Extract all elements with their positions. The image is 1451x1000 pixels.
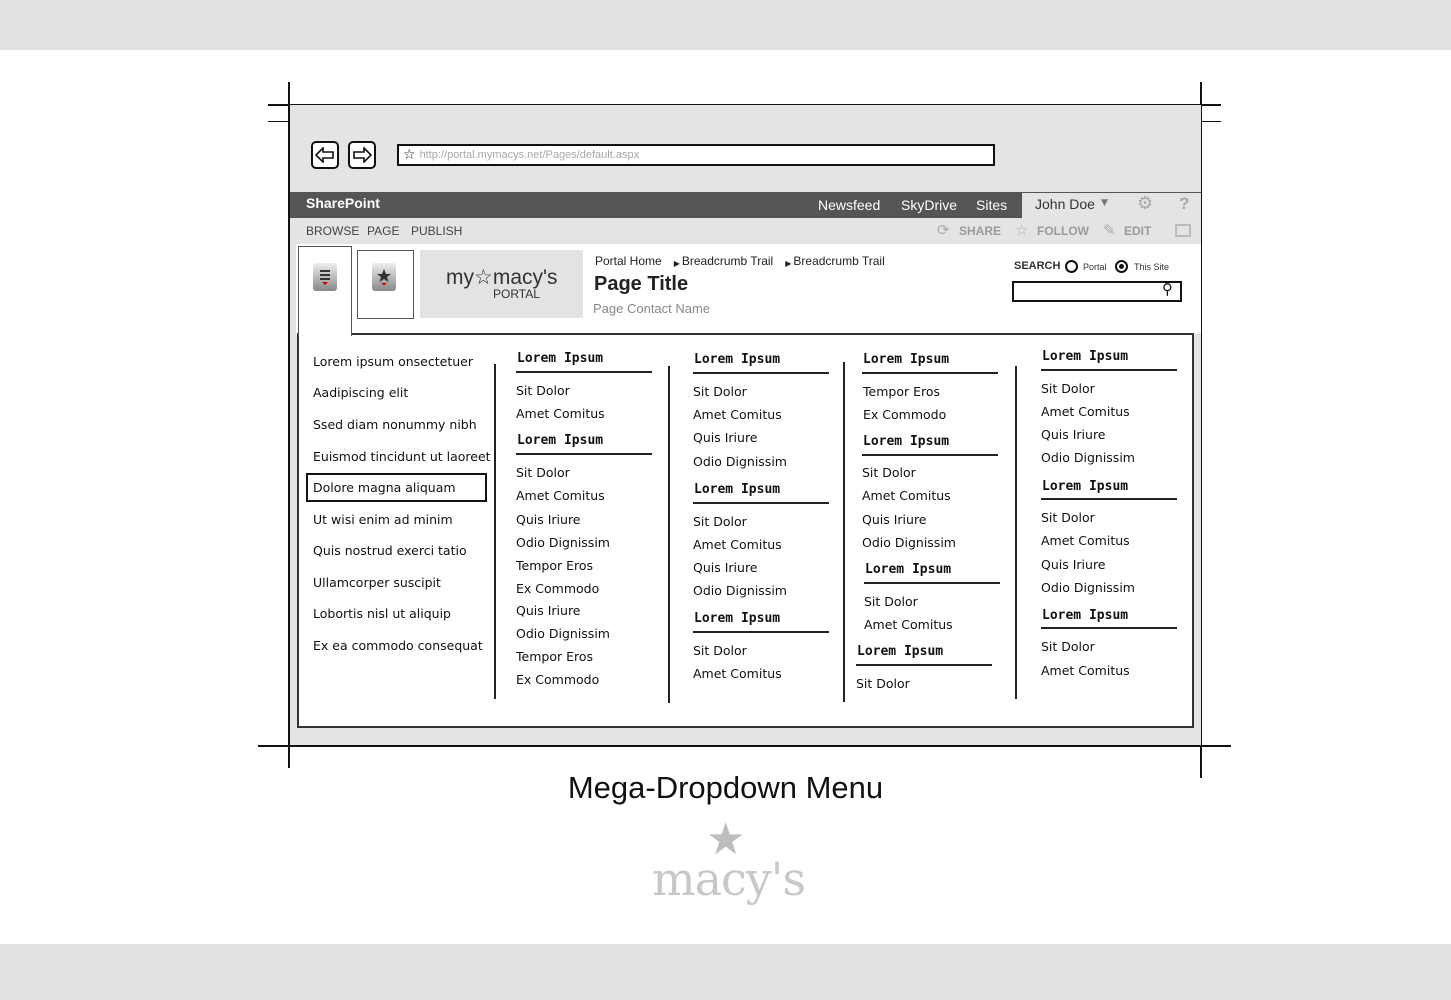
top-band	[0, 0, 1451, 50]
menu-link[interactable]: Tempor Eros	[516, 558, 593, 573]
menu-group-heading[interactable]: Lorem Ipsum	[863, 434, 950, 449]
menu-link[interactable]: Sit Dolor	[1041, 639, 1095, 654]
menu-link[interactable]: Amet Comitus	[516, 488, 605, 503]
breadcrumb-trail-2[interactable]: Breadcrumb Trail	[793, 254, 885, 268]
menu-group-heading[interactable]: Lorem Ipsum	[1042, 608, 1129, 623]
heading-rule	[516, 453, 652, 455]
left-menu-item[interactable]: Ex ea commodo consequat	[313, 638, 483, 653]
ribbon-tab-page[interactable]: PAGE	[367, 224, 400, 238]
menu-group-heading[interactable]: Lorem Ipsum	[857, 644, 944, 659]
search-scope-portal-radio[interactable]	[1065, 260, 1078, 273]
chevron-right-icon: ▶	[673, 259, 680, 268]
menu-link[interactable]: Amet Comitus	[693, 537, 782, 552]
menu-group-heading[interactable]: Lorem Ipsum	[865, 562, 952, 577]
menu-group-heading[interactable]: Lorem Ipsum	[694, 611, 781, 626]
suite-link-newsfeed[interactable]: Newsfeed	[818, 197, 881, 213]
left-menu-item[interactable]: Lorem ipsum onsectetuer	[313, 354, 473, 369]
back-arrow-icon	[315, 147, 335, 163]
menu-link[interactable]: Quis Iriure	[516, 603, 581, 618]
frame-line	[258, 745, 1231, 747]
search-scope-site-radio[interactable]	[1115, 260, 1128, 273]
search-scope-portal-label: Portal	[1083, 262, 1107, 272]
sharepoint-brand[interactable]: SharePoint	[306, 195, 380, 211]
left-menu-item-selected[interactable]: Dolore magna aliquam	[313, 480, 456, 495]
forward-arrow-icon	[352, 147, 372, 163]
search-input[interactable]	[1012, 281, 1182, 302]
bookmark-star-icon[interactable]: ☆	[403, 147, 416, 163]
menu-link[interactable]: Amet Comitus	[693, 407, 782, 422]
left-menu-item[interactable]: Lobortis nisl ut aliquip	[313, 606, 451, 621]
menu-link[interactable]: Quis Iriure	[693, 430, 758, 445]
left-menu-item[interactable]: Ssed diam nonummy nibh	[313, 417, 477, 432]
menu-link[interactable]: Tempor Eros	[863, 384, 940, 399]
heading-rule	[693, 502, 829, 504]
menu-link[interactable]: Sit Dolor	[693, 643, 747, 658]
menu-link[interactable]: Odio Dignissim	[516, 535, 610, 550]
menu-link[interactable]: Tempor Eros	[516, 649, 593, 664]
focus-content-icon[interactable]	[1175, 224, 1191, 237]
menu-link[interactable]: Odio Dignissim	[693, 583, 787, 598]
menu-link[interactable]: Sit Dolor	[862, 465, 916, 480]
macys-star-logo: ★	[706, 814, 746, 865]
menu-link[interactable]: Amet Comitus	[1041, 663, 1130, 678]
heading-rule	[856, 664, 992, 666]
bottom-band	[0, 944, 1451, 1000]
menu-link[interactable]: Odio Dignissim	[862, 535, 956, 550]
menu-link[interactable]: Quis Iriure	[862, 512, 927, 527]
heading-rule	[693, 631, 829, 633]
suite-link-sites[interactable]: Sites	[976, 197, 1008, 213]
left-menu-item[interactable]: Quis nostrud exerci tatio	[313, 543, 467, 558]
search-icon[interactable]: ⚲	[1162, 280, 1173, 298]
breadcrumb-trail-1[interactable]: Breadcrumb Trail	[681, 254, 774, 268]
menu-link[interactable]: Sit Dolor	[516, 465, 570, 480]
back-button[interactable]	[311, 141, 339, 169]
menu-link[interactable]: Quis Iriure	[1041, 427, 1106, 442]
breadcrumb	[595, 254, 885, 268]
menu-link[interactable]: Amet Comitus	[1041, 533, 1130, 548]
edit-pencil-icon[interactable]: ✎	[1103, 221, 1116, 239]
column-divider	[494, 364, 496, 699]
menu-link[interactable]: Odio Dignissim	[693, 454, 787, 469]
suite-link-skydrive[interactable]: SkyDrive	[901, 197, 958, 213]
heading-rule	[1041, 627, 1177, 629]
heading-rule	[1041, 498, 1177, 500]
menu-link[interactable]: Amet Comitus	[516, 406, 605, 421]
menu-link[interactable]: Sit Dolor	[693, 384, 747, 399]
chevron-down-icon[interactable]: ▼	[1101, 198, 1108, 208]
macys-wordmark: macy's	[652, 852, 806, 906]
menu-link[interactable]: Ex Commodo	[863, 407, 947, 422]
gear-icon[interactable]: ⚙	[1137, 193, 1154, 214]
follow-star-icon[interactable]: ☆	[1015, 221, 1029, 239]
column-divider	[843, 362, 845, 702]
menu-link[interactable]: Quis Iriure	[1041, 557, 1106, 572]
menu-group-heading[interactable]: Lorem Ipsum	[1042, 349, 1129, 364]
ribbon-tab-publish[interactable]: PUBLISH	[411, 224, 463, 238]
menu-link[interactable]: Ex Commodo	[516, 581, 600, 596]
menu-link[interactable]: Odio Dignissim	[1041, 580, 1135, 595]
forward-button[interactable]	[348, 141, 376, 169]
menu-link[interactable]: Ex Commodo	[516, 672, 600, 687]
breadcrumb-portal-home[interactable]: Portal Home	[595, 254, 662, 268]
menu-group-heading[interactable]: Lorem Ipsum	[1042, 479, 1129, 494]
heading-rule	[864, 582, 1000, 584]
left-menu-item[interactable]: Ut wisi enim ad minim	[313, 512, 453, 527]
ribbon-tab-browse[interactable]: BROWSE	[306, 224, 360, 238]
menu-link[interactable]: Amet Comitus	[862, 488, 951, 503]
menu-group-heading[interactable]: Lorem Ipsum	[517, 351, 604, 366]
menu-link[interactable]: Sit Dolor	[693, 514, 747, 529]
menu-link[interactable]: Quis Iriure	[516, 512, 581, 527]
heading-rule	[693, 372, 829, 374]
heading-rule	[516, 371, 652, 373]
share-icon[interactable]: ⟳	[937, 221, 950, 239]
menu-link[interactable]: Amet Comitus	[1041, 404, 1130, 419]
heading-rule	[1041, 369, 1177, 371]
menu-link[interactable]: Sit Dolor	[516, 383, 570, 398]
heading-rule	[862, 454, 998, 456]
page-title: Page Title	[594, 273, 689, 295]
wireframe-caption: Mega-Dropdown Menu	[567, 770, 884, 805]
menu-group-heading[interactable]: Lorem Ipsum	[694, 482, 781, 497]
edit-button[interactable]: EDIT	[1124, 224, 1152, 238]
favorites-star-icon[interactable]	[372, 263, 396, 291]
menu-link[interactable]: Sit Dolor	[1041, 510, 1095, 525]
help-icon[interactable]: ?	[1179, 194, 1190, 213]
column-divider	[668, 366, 670, 703]
menu-group-heading[interactable]: Lorem Ipsum	[694, 352, 781, 367]
user-name[interactable]: John Doe	[1035, 196, 1095, 212]
chevron-right-icon: ▶	[785, 259, 792, 268]
portal-logo-text: my☆macy's	[446, 266, 558, 289]
follow-button[interactable]: FOLLOW	[1037, 224, 1089, 238]
left-menu-item[interactable]: Ullamcorper suscipit	[313, 575, 441, 590]
menu-group-heading[interactable]: Lorem Ipsum	[863, 352, 950, 367]
menu-link[interactable]: Sit Dolor	[856, 676, 910, 691]
menu-list-icon[interactable]	[313, 263, 337, 291]
search-label: SEARCH	[1014, 260, 1061, 272]
heading-rule	[862, 372, 998, 374]
left-menu-item[interactable]: Aadipiscing elit	[313, 385, 409, 400]
menu-link[interactable]: Sit Dolor	[864, 594, 918, 609]
search-scope-site-label: This Site	[1134, 262, 1170, 272]
page-contact[interactable]: Page Contact Name	[593, 301, 711, 316]
left-menu-item[interactable]: Euismod tincidunt ut laoreet	[313, 449, 491, 464]
menu-link[interactable]: Quis Iriure	[693, 560, 758, 575]
menu-tab	[298, 246, 352, 336]
menu-link[interactable]: Odio Dignissim	[1041, 450, 1135, 465]
menu-link[interactable]: Sit Dolor	[1041, 381, 1095, 396]
portal-logo-sub: PORTAL	[493, 287, 540, 301]
address-url: http://portal.mymacys.net/Pages/default.aspx	[419, 149, 640, 161]
share-button[interactable]: SHARE	[959, 224, 1002, 238]
menu-group-heading[interactable]: Lorem Ipsum	[517, 433, 604, 448]
column-divider	[1015, 366, 1017, 699]
menu-link[interactable]: Odio Dignissim	[516, 626, 610, 641]
menu-link[interactable]: Amet Comitus	[864, 617, 953, 632]
menu-link[interactable]: Amet Comitus	[693, 666, 782, 681]
address-bar[interactable]	[397, 144, 995, 166]
